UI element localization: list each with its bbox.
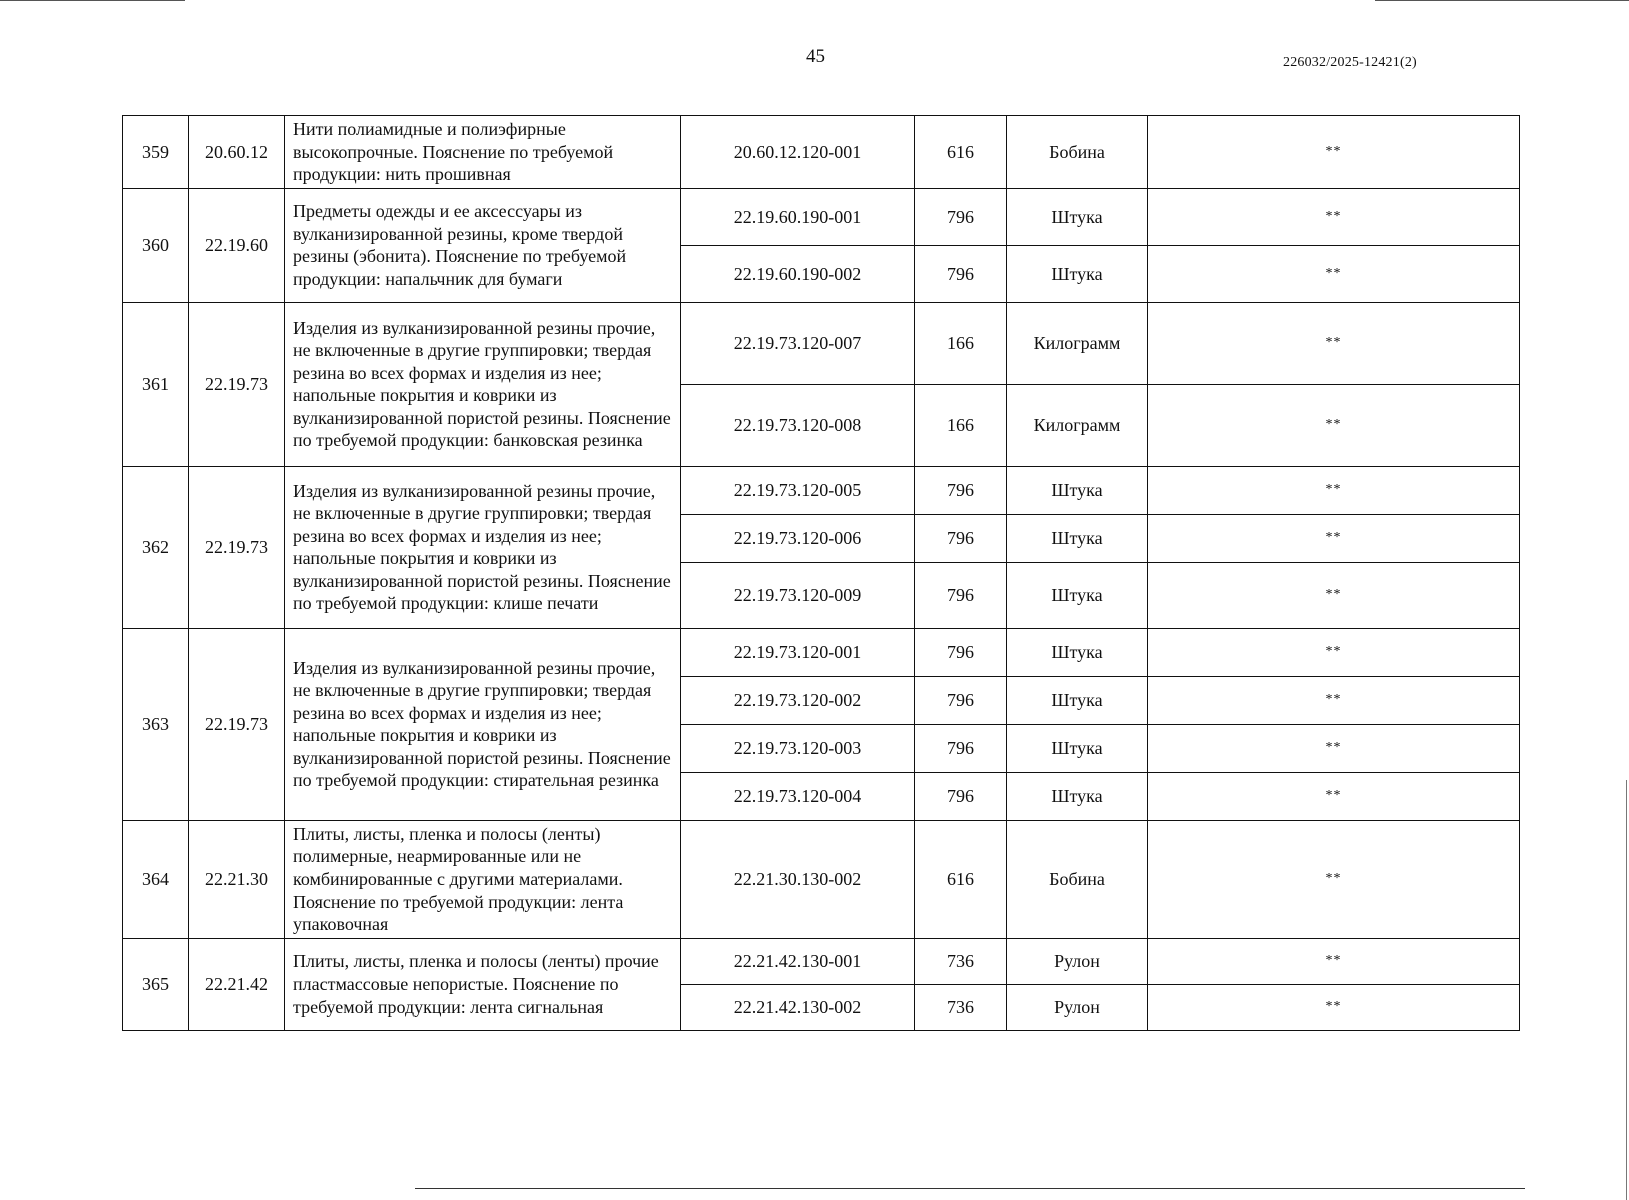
okpd-code: 22.19.73	[189, 302, 285, 466]
product-description: Нити полиамидные и полиэфирные высокопрочные. Пояснение по требуемой продукции: нить прошивная	[285, 116, 681, 189]
table-row	[123, 628, 1520, 676]
bottom-scan-edge	[415, 1188, 1525, 1189]
requirement-mark: **	[1148, 245, 1520, 302]
unit-name: Штука	[1007, 562, 1148, 628]
entry-number: 359	[123, 116, 189, 189]
unit-name: Рулон	[1007, 984, 1148, 1030]
unit-name: Штука	[1007, 514, 1148, 562]
unit-name: Штука	[1007, 628, 1148, 676]
product-description: Изделия из вулканизированной резины прочие, не включенные в другие группировки; твердая резина во всех формах и изделия из нее; напольные покрытия и коврики из вулканизированной пористой резины. Пояснение по требуемой продукции: банковская резинка	[285, 302, 681, 466]
requirement-mark: **	[1148, 466, 1520, 514]
okei-code: 796	[915, 188, 1007, 245]
unit-name: Штука	[1007, 724, 1148, 772]
ktru-code: 22.19.73.120-002	[681, 676, 915, 724]
unit-name: Килограмм	[1007, 302, 1148, 384]
right-scan-edge	[1626, 780, 1627, 1200]
ktru-code: 22.19.73.120-001	[681, 628, 915, 676]
okei-code: 616	[915, 820, 1007, 938]
okpd-code: 22.21.30	[189, 820, 285, 938]
entry-number: 362	[123, 466, 189, 628]
unit-name: Штука	[1007, 188, 1148, 245]
unit-name: Штука	[1007, 772, 1148, 820]
specification-table-container	[122, 115, 1519, 1031]
requirement-mark: **	[1148, 820, 1520, 938]
ktru-code: 22.19.73.120-004	[681, 772, 915, 820]
okei-code: 796	[915, 724, 1007, 772]
unit-name: Рулон	[1007, 938, 1148, 984]
requirement-mark: **	[1148, 514, 1520, 562]
ktru-code: 22.19.73.120-008	[681, 384, 915, 466]
document-code: 226032/2025-12421(2)	[1283, 55, 1417, 70]
specification-table	[122, 115, 1520, 1031]
unit-name: Килограмм	[1007, 384, 1148, 466]
table-row	[123, 820, 1520, 938]
okei-code: 736	[915, 984, 1007, 1030]
product-description: Изделия из вулканизированной резины прочие, не включенные в другие группировки; твердая резина во всех формах и изделия из нее; напольные покрытия и коврики из вулканизированной пористой резины. Пояснение по требуемой продукции: стирательная резинка	[285, 628, 681, 820]
top-scan-edge	[0, 0, 185, 1]
product-description: Плиты, листы, пленка и полосы (ленты) полимерные, неармированные или не комбинированные с другими материалами. Пояснение по требуемой продукции: лента упаковочная	[285, 820, 681, 938]
ktru-code: 22.19.60.190-002	[681, 245, 915, 302]
table-row	[123, 466, 1520, 514]
okei-code: 796	[915, 245, 1007, 302]
table-row	[123, 302, 1520, 384]
top-scan-edge-right	[1375, 0, 1629, 1]
okei-code: 616	[915, 116, 1007, 189]
requirement-mark: **	[1148, 984, 1520, 1030]
unit-name: Штука	[1007, 466, 1148, 514]
requirement-mark: **	[1148, 562, 1520, 628]
ktru-code: 22.19.60.190-001	[681, 188, 915, 245]
product-description: Предметы одежды и ее аксессуары из вулканизированной резины, кроме твердой резины (эбонита). Пояснение по требуемой продукции: напальчник для бумаги	[285, 188, 681, 302]
requirement-mark: **	[1148, 116, 1520, 189]
ktru-code: 22.21.30.130-002	[681, 820, 915, 938]
entry-number: 360	[123, 188, 189, 302]
requirement-mark: **	[1148, 188, 1520, 245]
requirement-mark: **	[1148, 938, 1520, 984]
okpd-code: 22.19.60	[189, 188, 285, 302]
okpd-code: 22.21.42	[189, 938, 285, 1030]
okpd-code: 20.60.12	[189, 116, 285, 189]
ktru-code: 22.19.73.120-007	[681, 302, 915, 384]
product-description: Плиты, листы, пленка и полосы (ленты) прочие пластмассовые непористые. Пояснение по требуемой продукции: лента сигнальная	[285, 938, 681, 1030]
entry-number: 365	[123, 938, 189, 1030]
ktru-code: 22.19.73.120-003	[681, 724, 915, 772]
okei-code: 796	[915, 466, 1007, 514]
specification-table-body	[123, 116, 1520, 1031]
requirement-mark: **	[1148, 724, 1520, 772]
unit-name: Штука	[1007, 676, 1148, 724]
entry-number: 361	[123, 302, 189, 466]
ktru-code: 20.60.12.120-001	[681, 116, 915, 189]
okei-code: 166	[915, 302, 1007, 384]
unit-name: Штука	[1007, 245, 1148, 302]
okpd-code: 22.19.73	[189, 628, 285, 820]
table-row	[123, 938, 1520, 984]
okei-code: 796	[915, 676, 1007, 724]
requirement-mark: **	[1148, 384, 1520, 466]
requirement-mark: **	[1148, 302, 1520, 384]
table-row	[123, 116, 1520, 189]
okpd-code: 22.19.73	[189, 466, 285, 628]
okei-code: 736	[915, 938, 1007, 984]
entry-number: 364	[123, 820, 189, 938]
ktru-code: 22.19.73.120-009	[681, 562, 915, 628]
requirement-mark: **	[1148, 772, 1520, 820]
okei-code: 796	[915, 628, 1007, 676]
requirement-mark: **	[1148, 676, 1520, 724]
okei-code: 796	[915, 562, 1007, 628]
product-description: Изделия из вулканизированной резины прочие, не включенные в другие группировки; твердая резина во всех формах и изделия из нее; напольные покрытия и коврики из вулканизированной пористой резины. Пояснение по требуемой продукции: клише печати	[285, 466, 681, 628]
ktru-code: 22.19.73.120-005	[681, 466, 915, 514]
okei-code: 166	[915, 384, 1007, 466]
requirement-mark: **	[1148, 628, 1520, 676]
ktru-code: 22.21.42.130-001	[681, 938, 915, 984]
okei-code: 796	[915, 772, 1007, 820]
entry-number: 363	[123, 628, 189, 820]
unit-name: Бобина	[1007, 116, 1148, 189]
table-row	[123, 188, 1520, 245]
okei-code: 796	[915, 514, 1007, 562]
page-number: 45	[806, 46, 825, 67]
unit-name: Бобина	[1007, 820, 1148, 938]
ktru-code: 22.21.42.130-002	[681, 984, 915, 1030]
ktru-code: 22.19.73.120-006	[681, 514, 915, 562]
